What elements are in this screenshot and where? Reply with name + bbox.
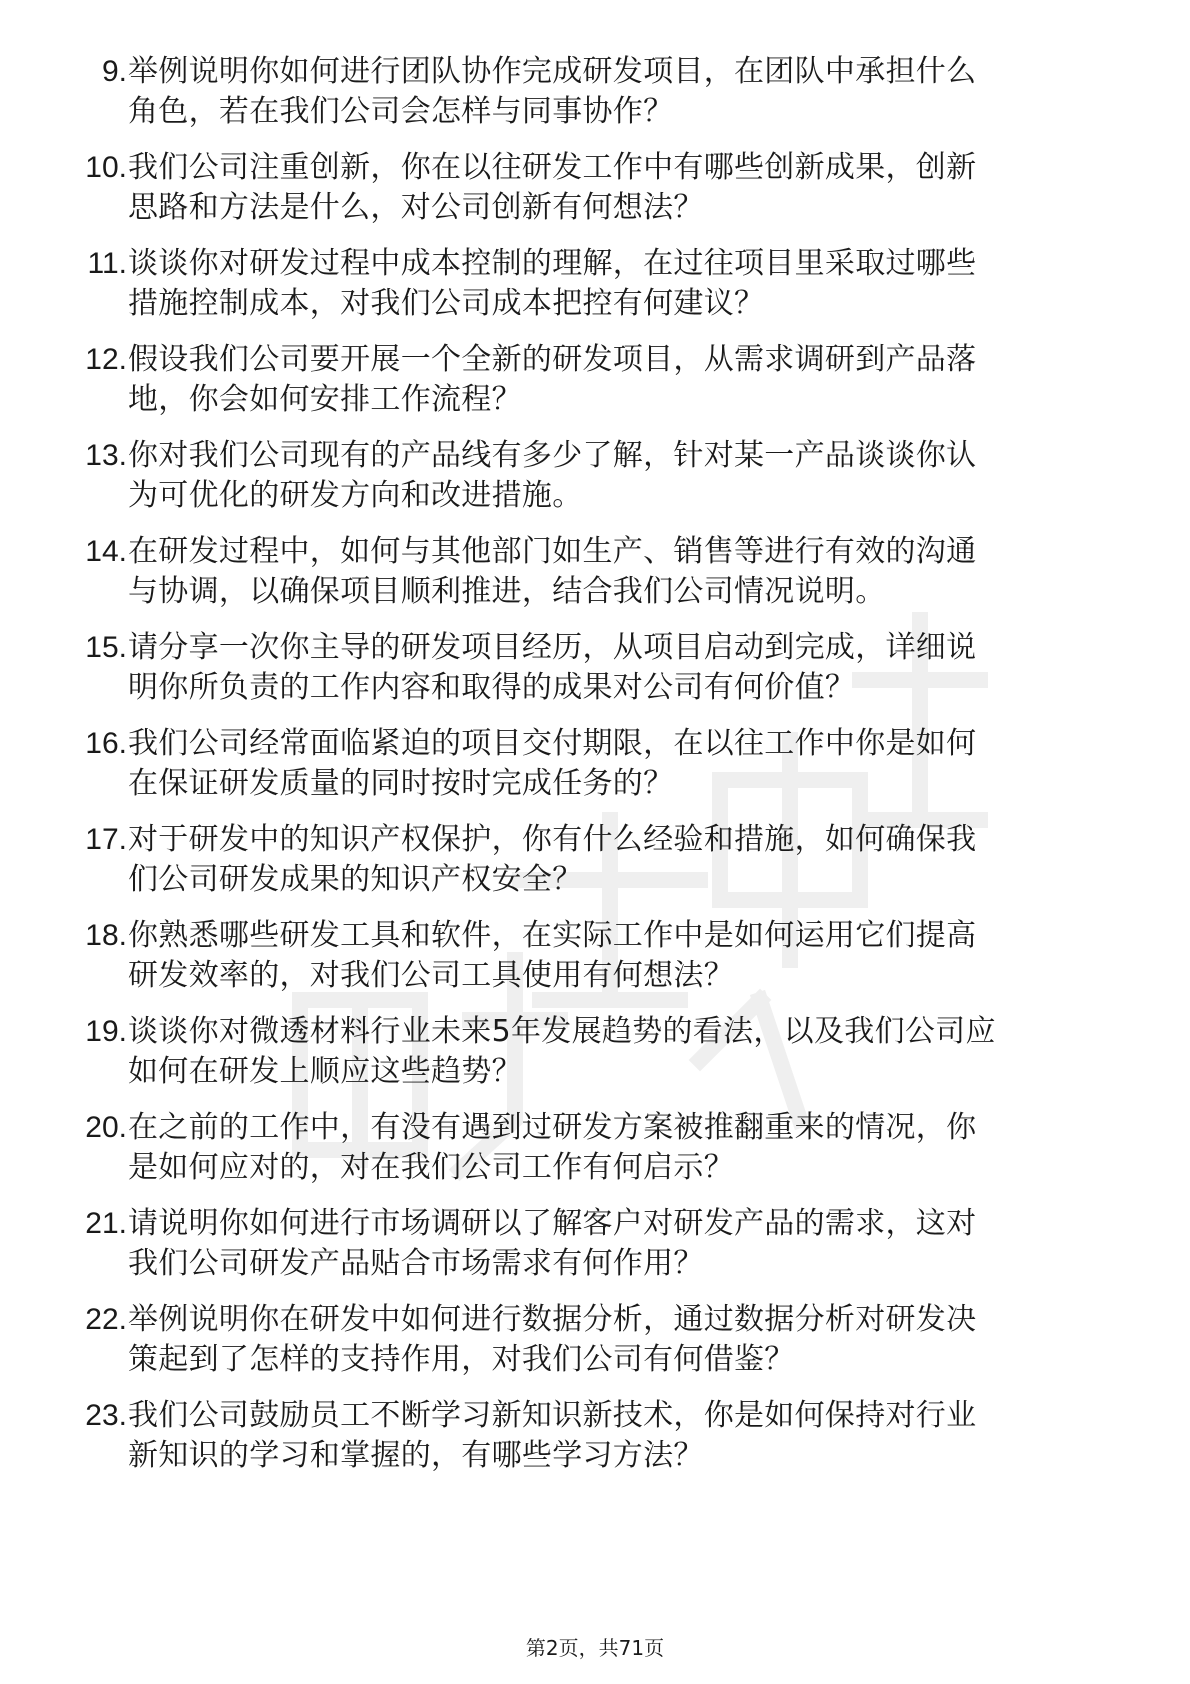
question-line: 明你所负责的工作内容和取得的成果对公司有何价值？ xyxy=(128,670,856,705)
question-line: 研发效率的，对我们公司工具使用有何想法？ xyxy=(128,958,734,993)
question-item xyxy=(0,340,1190,436)
question-line: 举例说明你在研发中如何进行数据分析，通过数据分析对研发决 xyxy=(128,1302,977,1337)
question-line: 我们公司鼓励员工不断学习新知识新技术，你是如何保持对行业 xyxy=(128,1398,977,1433)
question-line: 角色，若在我们公司会怎样与同事协作？ xyxy=(128,94,674,129)
page-footer: 第2页，共71页 xyxy=(525,1636,665,1660)
question-item xyxy=(0,820,1190,916)
question-line: 们公司研发成果的知识产权安全？ xyxy=(128,862,583,897)
question-number: 9. xyxy=(101,55,127,88)
question-text xyxy=(128,244,1138,324)
question-number: 20. xyxy=(85,1111,127,1144)
question-number: 16. xyxy=(85,727,127,760)
question-number: 10. xyxy=(85,151,127,184)
question-line: 我们公司注重创新，你在以往研发工作中有哪些创新成果，创新 xyxy=(128,150,977,185)
question-text xyxy=(128,436,1138,516)
question-line: 措施控制成本，对我们公司成本把控有何建议？ xyxy=(128,286,765,321)
question-line: 谈谈你对研发过程中成本控制的理解，在过往项目里采取过哪些 xyxy=(128,246,977,281)
question-number: 19. xyxy=(85,1015,127,1048)
question-line: 在之前的工作中，有没有遇到过研发方案被推翻重来的情况，你 xyxy=(128,1110,977,1145)
question-text xyxy=(128,52,1138,132)
question-line: 为可优化的研发方向和改进措施。 xyxy=(128,478,583,513)
question-line: 你熟悉哪些研发工具和软件，在实际工作中是如何运用它们提高 xyxy=(128,918,977,953)
question-item xyxy=(0,52,1190,148)
question-number: 18. xyxy=(85,919,127,952)
question-line: 我们公司经常面临紧迫的项目交付期限，在以往工作中你是如何 xyxy=(128,726,977,761)
question-text xyxy=(128,1012,1138,1092)
question-text xyxy=(128,1108,1138,1188)
question-line: 地，你会如何安排工作流程？ xyxy=(128,382,522,417)
question-line: 新知识的学习和掌握的，有哪些学习方法？ xyxy=(128,1438,704,1473)
question-line: 如何在研发上顺应这些趋势？ xyxy=(128,1054,522,1089)
question-number: 21. xyxy=(85,1207,127,1240)
question-line: 请分享一次你主导的研发项目经历，从项目启动到完成，详细说 xyxy=(128,630,977,665)
question-number: 15. xyxy=(85,631,127,664)
question-text xyxy=(128,724,1138,804)
question-text xyxy=(128,532,1138,612)
question-list xyxy=(0,52,1190,1492)
question-item xyxy=(0,1012,1190,1108)
question-line: 在保证研发质量的同时按时完成任务的？ xyxy=(128,766,674,801)
question-line: 思路和方法是什么，对公司创新有何想法？ xyxy=(128,190,704,225)
question-line: 策起到了怎样的支持作用，对我们公司有何借鉴？ xyxy=(128,1342,795,1377)
question-line: 假设我们公司要开展一个全新的研发项目，从需求调研到产品落 xyxy=(128,342,977,377)
question-number: 11. xyxy=(87,247,127,280)
question-text xyxy=(128,1204,1138,1284)
question-item xyxy=(0,1204,1190,1300)
question-number: 22. xyxy=(85,1303,127,1336)
question-line: 在研发过程中，如何与其他部门如生产、销售等进行有效的沟通 xyxy=(128,534,977,569)
question-text xyxy=(128,148,1138,228)
question-line: 你对我们公司现有的产品线有多少了解，针对某一产品谈谈你认 xyxy=(128,438,977,473)
question-number: 14. xyxy=(85,535,127,568)
question-text xyxy=(128,916,1138,996)
question-number: 12. xyxy=(85,343,127,376)
question-line: 举例说明你如何进行团队协作完成研发项目，在团队中承担什么 xyxy=(128,54,977,89)
question-text xyxy=(128,628,1138,708)
question-line: 我们公司研发产品贴合市场需求有何作用？ xyxy=(128,1246,704,1281)
question-item xyxy=(0,1300,1190,1396)
question-item xyxy=(0,916,1190,1012)
question-item xyxy=(0,724,1190,820)
question-line: 是如何应对的，对在我们公司工作有何启示？ xyxy=(128,1150,734,1185)
question-item xyxy=(0,148,1190,244)
question-item xyxy=(0,1396,1190,1492)
question-item xyxy=(0,244,1190,340)
question-text xyxy=(128,820,1138,900)
question-item xyxy=(0,436,1190,532)
question-item xyxy=(0,1108,1190,1204)
question-line: 对于研发中的知识产权保护，你有什么经验和措施，如何确保我 xyxy=(128,822,977,857)
question-number: 13. xyxy=(85,439,127,472)
question-line: 请说明你如何进行市场调研以了解客户对研发产品的需求，这对 xyxy=(128,1206,977,1241)
question-item xyxy=(0,628,1190,724)
question-text xyxy=(128,340,1138,420)
question-number: 17. xyxy=(85,823,127,856)
question-number: 23. xyxy=(85,1399,127,1432)
question-line: 谈谈你对微透材料行业未来5年发展趋势的看法，以及我们公司应 xyxy=(128,1014,996,1049)
question-item xyxy=(0,532,1190,628)
question-text xyxy=(128,1300,1138,1380)
question-text xyxy=(128,1396,1138,1476)
question-line: 与协调，以确保项目顺利推进，结合我们公司情况说明。 xyxy=(128,574,886,609)
